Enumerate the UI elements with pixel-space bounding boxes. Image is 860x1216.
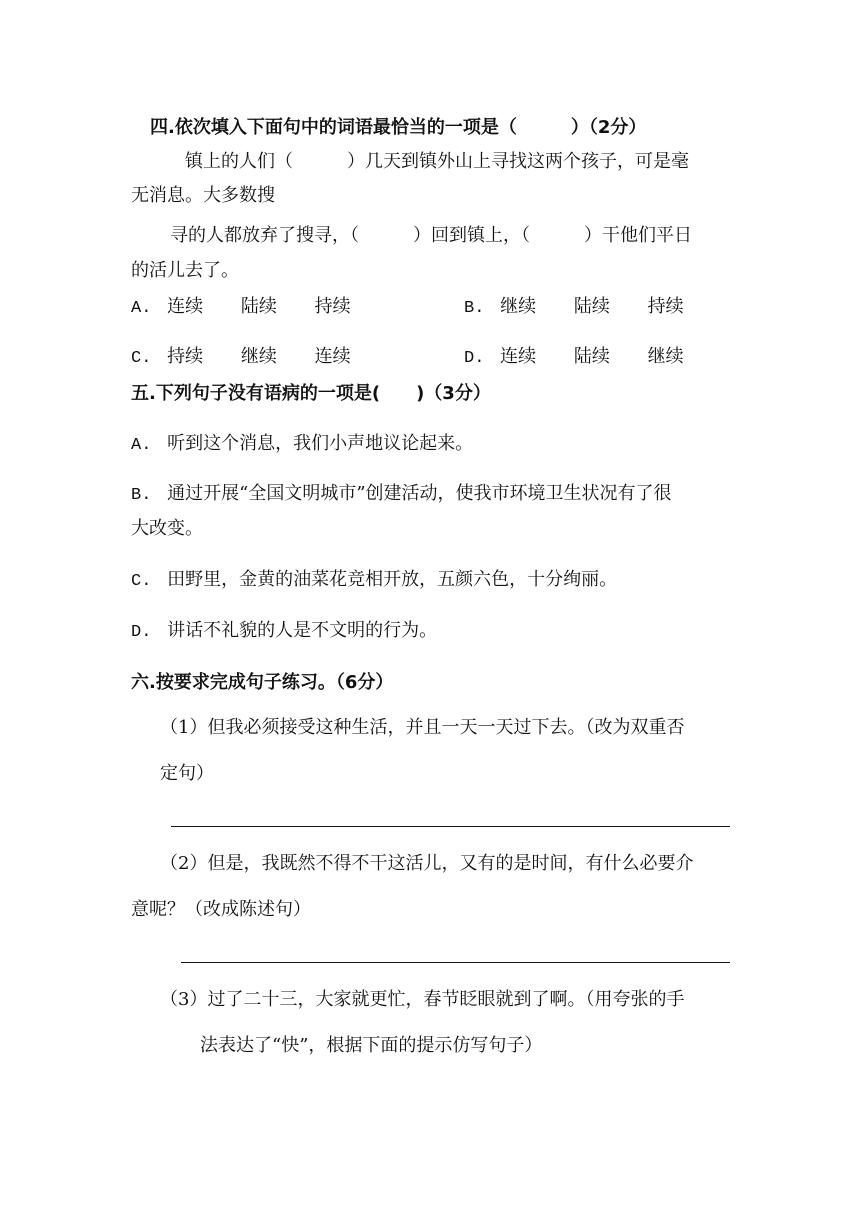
question-6-item-1-line-2: 定句） bbox=[160, 763, 214, 784]
question-5-heading: 五.下列句子没有语病的一项是( )（3分） bbox=[131, 383, 491, 404]
option-word: 陆续 bbox=[573, 296, 610, 317]
question-4-sentence-line-3: 寻的人都放弃了搜寻，（ ）回到镇上，（ ）干他们平日 bbox=[170, 225, 692, 246]
question-5-option-d[interactable] bbox=[131, 619, 437, 645]
question-6-item-2-line-1: （2）但是，我既然不得不干这活儿，又有的是时间，有什么必要介 bbox=[160, 853, 694, 874]
option-word: 陆续 bbox=[240, 296, 277, 317]
option-word: 连续 bbox=[314, 346, 351, 367]
question-5-option-b[interactable] bbox=[131, 482, 672, 508]
question-6-item-1-line-1: （1）但我必须接受这种生活，并且一天一天过下去。（改为双重否 bbox=[160, 717, 685, 738]
question-6-heading: 六.按要求完成句子练习。（6分） bbox=[131, 672, 394, 693]
option-letter: B. bbox=[131, 486, 152, 505]
option-word: 连续 bbox=[167, 296, 204, 317]
option-word: 继续 bbox=[647, 346, 684, 367]
question-6-item-3-line-2: 法表达了“快”，根据下面的提示仿写句子） bbox=[200, 1035, 543, 1056]
option-word: 继续 bbox=[240, 346, 277, 367]
option-letter: D. bbox=[131, 623, 152, 642]
option-text: 听到这个消息，我们小声地议论起来。 bbox=[167, 433, 474, 454]
option-word: 持续 bbox=[314, 296, 351, 317]
question-4-heading: 四.依次填入下面句中的词语最恰当的一项是（ ）（2分） bbox=[150, 117, 647, 138]
option-letter: D. bbox=[464, 349, 485, 368]
question-4-option-a[interactable] bbox=[131, 295, 351, 321]
question-4-option-b[interactable] bbox=[464, 295, 684, 321]
option-text: 讲话不礼貌的人是不文明的行为。 bbox=[167, 620, 438, 641]
option-letter: B. bbox=[464, 299, 485, 318]
option-letter: C. bbox=[131, 572, 152, 591]
option-letter: C. bbox=[131, 349, 152, 368]
option-letter: A. bbox=[131, 436, 152, 455]
answer-line-1[interactable] bbox=[171, 826, 730, 827]
option-text: 通过开展“全国文明城市”创建活动，使我市环境卫生状况有了很 bbox=[167, 483, 672, 504]
question-4-option-c[interactable] bbox=[131, 345, 351, 371]
answer-line-2[interactable] bbox=[181, 962, 730, 963]
question-5-option-c[interactable] bbox=[131, 568, 617, 594]
question-4-sentence-line-2: 无消息。大多数搜 bbox=[131, 185, 275, 206]
question-4-option-d[interactable] bbox=[464, 345, 684, 371]
question-6-item-3-line-1: （3）过了二十三，大家就更忙，春节眨眼就到了啊。（用夸张的手 bbox=[160, 989, 685, 1010]
option-text: 田野里，金黄的油菜花竞相开放，五颜六色，十分绚丽。 bbox=[167, 569, 618, 590]
option-word: 连续 bbox=[500, 346, 537, 367]
option-letter: A. bbox=[131, 299, 152, 318]
option-word: 继续 bbox=[500, 296, 537, 317]
question-5-option-a[interactable] bbox=[131, 432, 473, 458]
question-4-sentence-line-4: 的活儿去了。 bbox=[131, 260, 239, 281]
option-word: 陆续 bbox=[573, 346, 610, 367]
option-word: 持续 bbox=[167, 346, 204, 367]
question-5-option-b-continued: 大改变。 bbox=[131, 518, 203, 539]
option-word: 持续 bbox=[647, 296, 684, 317]
question-4-sentence-line-1: 镇上的人们（ ）几天到镇外山上寻找这两个孩子，可是毫 bbox=[185, 151, 689, 172]
question-6-item-2-line-2: 意呢？（改成陈述句） bbox=[131, 899, 311, 920]
